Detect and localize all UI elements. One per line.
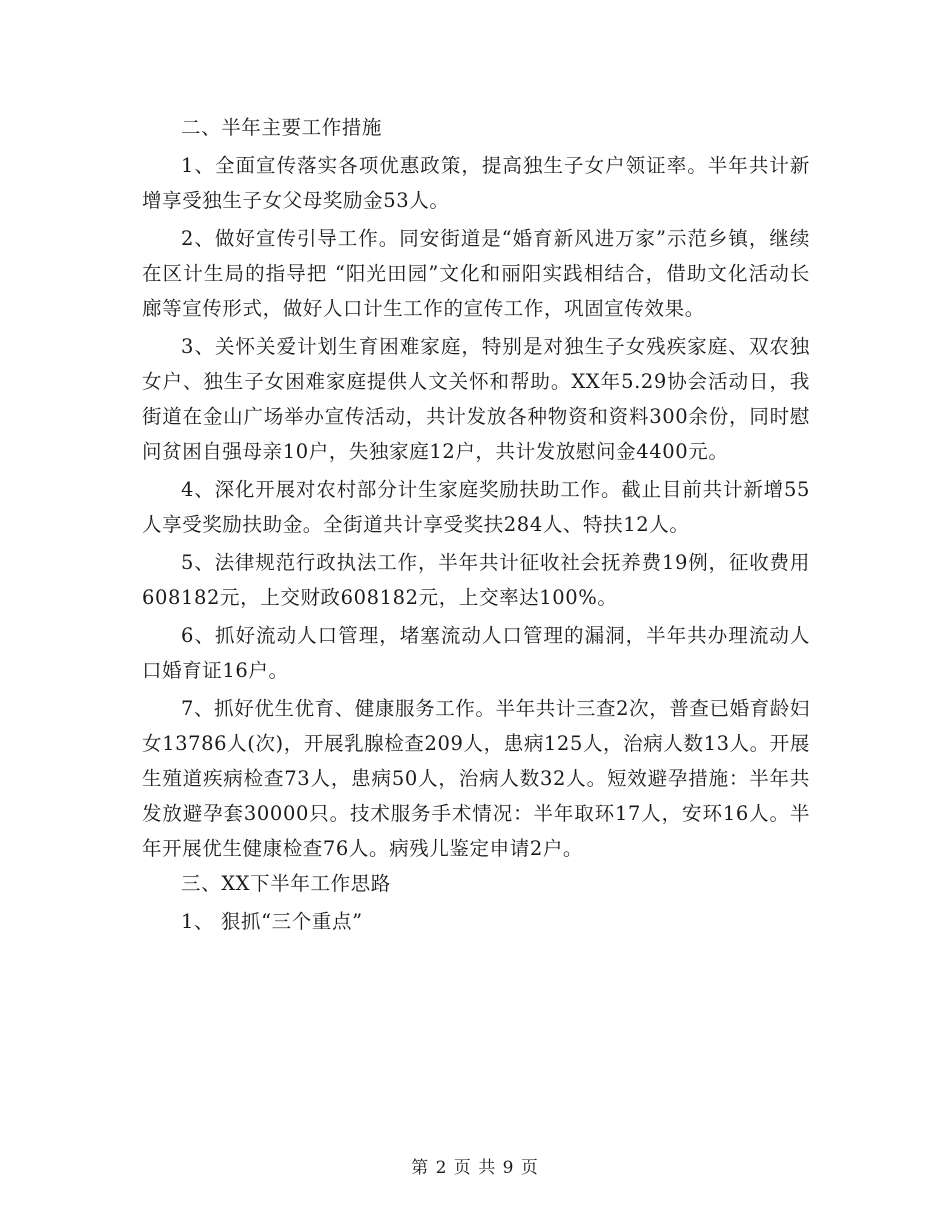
paragraph-item-2: 2、做好宣传引导工作。同安街道是“婚育新风进万家”示范乡镇，继续在区计生局的指导把 “阳光田园”文化和丽阳实践相结合，借助文化活动长廊等宣传形式，做好人口计生工作的宣传工作，巩固宣传效果。 [142, 227, 810, 320]
paragraph-item-5: 5、法律规范行政执法工作，半年共计征收社会抚养费19例，征收费用608182元，上交财政608182元，上交率达100%。 [142, 551, 810, 609]
document-body [142, 110, 810, 939]
page-footer [0, 1153, 950, 1178]
paragraph-sub-item-1: 1、 狠抓“三个重点” [181, 910, 363, 933]
paragraph-item-6: 6、抓好流动人口管理，堵塞流动人口管理的漏洞，半年共办理流动人口婚育证16户。 [142, 624, 810, 682]
paragraph-item-4: 4、深化开展对农村部分计生家庭奖励扶助工作。截止目前共计新增55人享受奖励扶助金。全街道共计享受奖扶284人、特扶12人。 [142, 478, 810, 536]
page-number-label: 第 2 页 共 9 页 [411, 1158, 539, 1178]
paragraph-item-1: 1、全面宣传落实各项优惠政策，提高独生子女户领证率。半年共计新增享受独生子女父母奖励金53人。 [142, 154, 810, 212]
paragraph-item-7: 7、抓好优生优育、健康服务工作。半年共计三查2次，普查已婚育龄妇女13786人(次)，开展乳腺检查209人，患病125人，治病人数13人。开展生殖道疾病检查73人，患病50人，治病人数32人。短效避孕措施：半年共发放避孕套30000只。技术服务手术情况：半年取环17人，安环16人。半年开展优生健康检查76人。病残儿鉴定申请2户。 [142, 697, 811, 860]
paragraph-item-3: 3、关怀关爱计划生育困难家庭，特别是对独生子女残疾家庭、双农独女户、独生子女困难家庭提供人文关怀和帮助。XX年5.29协会活动日，我街道在金山广场举办宣传活动，共计发放各种物资和资料300余份，同时慰问贫困自强母亲10户，失独家庭12户，共计发放慰问金4400元。 [142, 335, 810, 463]
section-heading-3: 三、XX下半年工作思路 [181, 872, 391, 895]
section-heading-2: 二、半年主要工作措施 [181, 116, 383, 139]
